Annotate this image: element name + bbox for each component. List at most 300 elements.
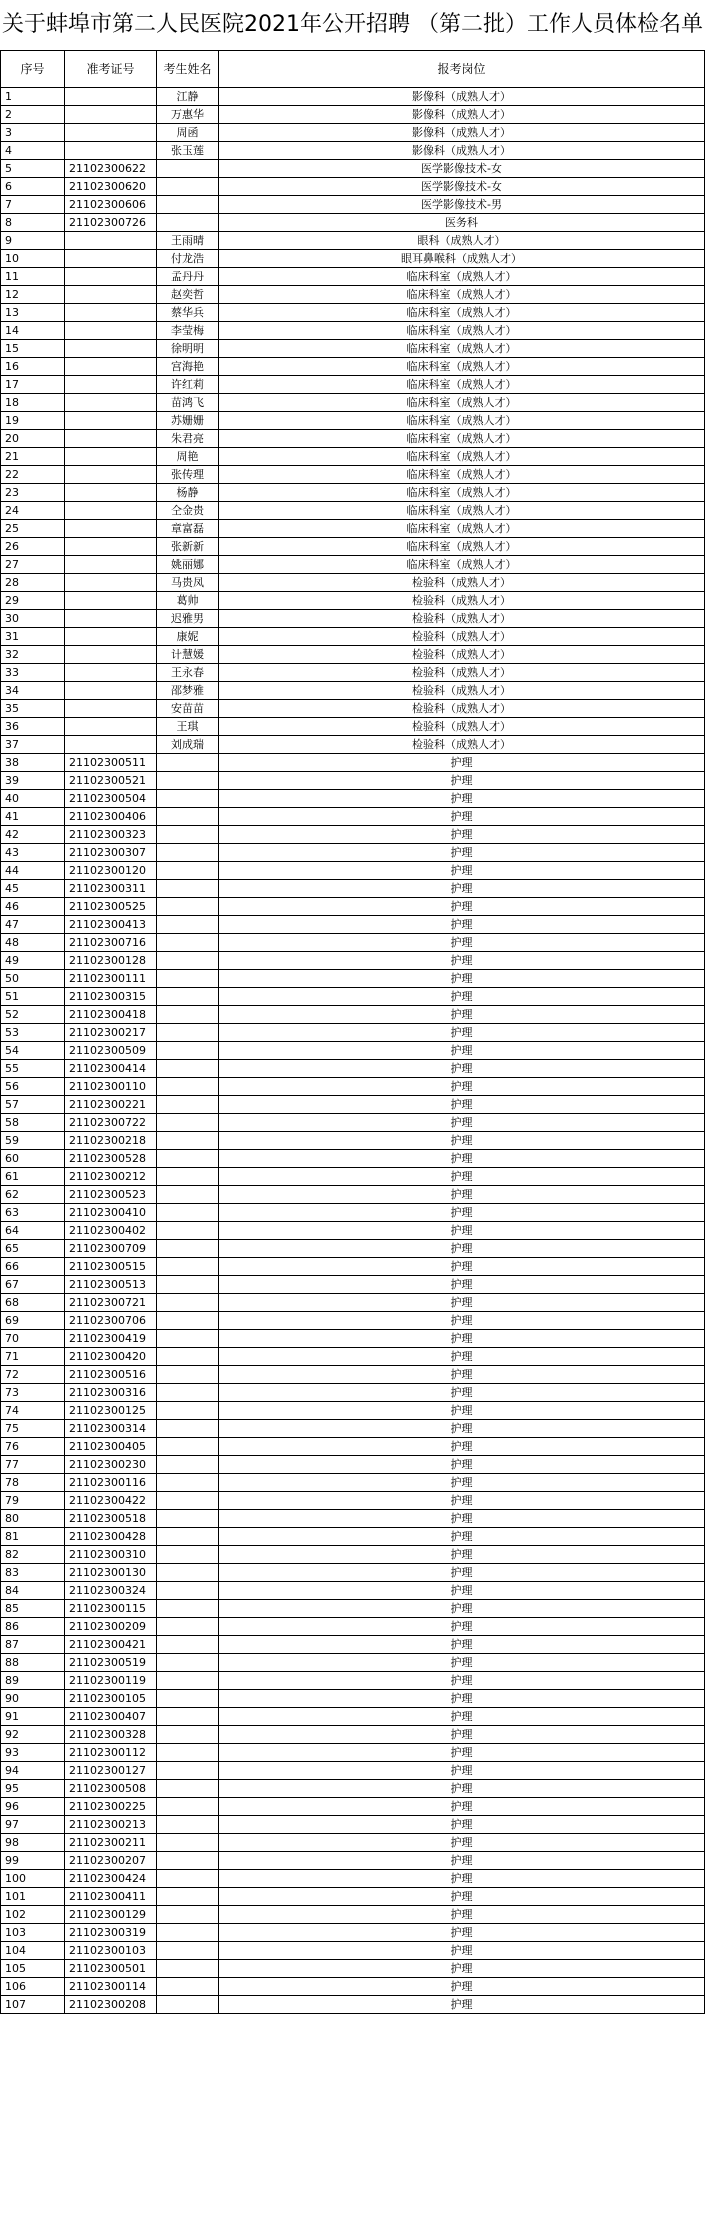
row-candidate-name [157, 1870, 219, 1888]
row-candidate-name [157, 1078, 219, 1096]
row-position: 护理 [219, 1528, 705, 1546]
row-ticket-number [65, 286, 157, 304]
row-position: 临床科室（成熟人才） [219, 412, 705, 430]
row-index: 15 [1, 340, 65, 358]
row-candidate-name [157, 934, 219, 952]
row-ticket-number [65, 646, 157, 664]
row-index: 77 [1, 1456, 65, 1474]
row-position: 护理 [219, 1960, 705, 1978]
row-ticket-number [65, 664, 157, 682]
row-ticket-number: 21102300523 [65, 1186, 157, 1204]
row-position: 检验科（成熟人才） [219, 736, 705, 754]
row-candidate-name: 马贵凤 [157, 574, 219, 592]
row-index: 3 [1, 124, 65, 142]
table-row [1, 1672, 705, 1690]
row-ticket-number: 21102300127 [65, 1762, 157, 1780]
row-ticket-number: 21102300525 [65, 898, 157, 916]
row-ticket-number [65, 682, 157, 700]
row-position: 影像科（成熟人才） [219, 142, 705, 160]
row-index: 78 [1, 1474, 65, 1492]
row-index: 28 [1, 574, 65, 592]
row-candidate-name: 迟雅男 [157, 610, 219, 628]
table-row [1, 160, 705, 178]
row-ticket-number: 21102300208 [65, 1996, 157, 2014]
row-index: 85 [1, 1600, 65, 1618]
row-ticket-number [65, 268, 157, 286]
row-index: 80 [1, 1510, 65, 1528]
row-index: 92 [1, 1726, 65, 1744]
row-index: 57 [1, 1096, 65, 1114]
row-candidate-name: 张新新 [157, 538, 219, 556]
row-position: 护理 [219, 1204, 705, 1222]
row-position: 检验科（成熟人才） [219, 700, 705, 718]
row-index: 12 [1, 286, 65, 304]
row-ticket-number: 21102300328 [65, 1726, 157, 1744]
table-row [1, 556, 705, 574]
row-ticket-number [65, 358, 157, 376]
row-candidate-name: 朱君亮 [157, 430, 219, 448]
row-ticket-number [65, 538, 157, 556]
table-row [1, 1654, 705, 1672]
row-ticket-number [65, 430, 157, 448]
table-row [1, 1330, 705, 1348]
row-index: 73 [1, 1384, 65, 1402]
row-index: 69 [1, 1312, 65, 1330]
row-index: 56 [1, 1078, 65, 1096]
row-ticket-number: 21102300424 [65, 1870, 157, 1888]
row-candidate-name [157, 1366, 219, 1384]
table-row [1, 1960, 705, 1978]
row-ticket-number: 21102300518 [65, 1510, 157, 1528]
row-candidate-name [157, 1726, 219, 1744]
row-ticket-number: 21102300103 [65, 1942, 157, 1960]
row-candidate-name [157, 1762, 219, 1780]
row-candidate-name [157, 880, 219, 898]
row-ticket-number [65, 592, 157, 610]
row-position: 护理 [219, 1420, 705, 1438]
row-index: 16 [1, 358, 65, 376]
row-index: 67 [1, 1276, 65, 1294]
row-ticket-number: 21102300706 [65, 1312, 157, 1330]
row-ticket-number: 21102300114 [65, 1978, 157, 1996]
row-ticket-number: 21102300130 [65, 1564, 157, 1582]
row-ticket-number [65, 718, 157, 736]
row-ticket-number [65, 502, 157, 520]
row-candidate-name: 周函 [157, 124, 219, 142]
row-position: 护理 [219, 1870, 705, 1888]
row-ticket-number: 21102300513 [65, 1276, 157, 1294]
table-row [1, 718, 705, 736]
row-ticket-number: 21102300110 [65, 1078, 157, 1096]
row-index: 51 [1, 988, 65, 1006]
row-position: 护理 [219, 970, 705, 988]
row-ticket-number: 21102300509 [65, 1042, 157, 1060]
row-candidate-name [157, 1348, 219, 1366]
row-candidate-name [157, 1906, 219, 1924]
row-candidate-name [157, 1096, 219, 1114]
row-position: 临床科室（成熟人才） [219, 502, 705, 520]
row-index: 106 [1, 1978, 65, 1996]
row-index: 93 [1, 1744, 65, 1762]
table-row [1, 1564, 705, 1582]
row-index: 20 [1, 430, 65, 448]
table-row [1, 268, 705, 286]
row-index: 54 [1, 1042, 65, 1060]
row-ticket-number [65, 520, 157, 538]
row-ticket-number: 21102300428 [65, 1528, 157, 1546]
table-row [1, 898, 705, 916]
row-ticket-number [65, 322, 157, 340]
row-position: 护理 [219, 1942, 705, 1960]
row-ticket-number: 21102300324 [65, 1582, 157, 1600]
row-ticket-number: 21102300112 [65, 1744, 157, 1762]
row-position: 护理 [219, 1456, 705, 1474]
table-row [1, 1942, 705, 1960]
row-ticket-number: 21102300217 [65, 1024, 157, 1042]
table-row [1, 1492, 705, 1510]
table-row [1, 340, 705, 358]
row-position: 临床科室（成熟人才） [219, 466, 705, 484]
row-position: 护理 [219, 790, 705, 808]
table-body [1, 88, 705, 2014]
table-row [1, 664, 705, 682]
table-row [1, 1258, 705, 1276]
row-ticket-number [65, 88, 157, 106]
row-ticket-number: 21102300511 [65, 754, 157, 772]
row-candidate-name: 江静 [157, 88, 219, 106]
table-row [1, 1168, 705, 1186]
row-position: 临床科室（成熟人才） [219, 304, 705, 322]
row-ticket-number: 21102300515 [65, 1258, 157, 1276]
row-position: 护理 [219, 1834, 705, 1852]
row-index: 95 [1, 1780, 65, 1798]
row-position: 医务科 [219, 214, 705, 232]
row-candidate-name [157, 898, 219, 916]
row-ticket-number: 21102300419 [65, 1330, 157, 1348]
row-candidate-name [157, 1564, 219, 1582]
row-index: 13 [1, 304, 65, 322]
table-row [1, 1384, 705, 1402]
table-row [1, 106, 705, 124]
row-candidate-name: 周艳 [157, 448, 219, 466]
table-row [1, 646, 705, 664]
row-candidate-name: 付龙浩 [157, 250, 219, 268]
row-position: 临床科室（成熟人才） [219, 520, 705, 538]
row-index: 88 [1, 1654, 65, 1672]
row-ticket-number [65, 232, 157, 250]
table-row [1, 124, 705, 142]
table-row [1, 1978, 705, 1996]
row-index: 9 [1, 232, 65, 250]
row-position: 检验科（成熟人才） [219, 610, 705, 628]
row-position: 护理 [219, 1906, 705, 1924]
row-candidate-name [157, 1168, 219, 1186]
row-candidate-name [157, 1060, 219, 1078]
table-row [1, 1132, 705, 1150]
row-position: 临床科室（成熟人才） [219, 430, 705, 448]
row-position: 护理 [219, 808, 705, 826]
row-position: 护理 [219, 844, 705, 862]
row-index: 11 [1, 268, 65, 286]
table-row [1, 1312, 705, 1330]
row-position: 护理 [219, 880, 705, 898]
row-index: 26 [1, 538, 65, 556]
table-row [1, 574, 705, 592]
row-position: 临床科室（成熟人才） [219, 322, 705, 340]
row-index: 61 [1, 1168, 65, 1186]
table-row [1, 88, 705, 106]
row-candidate-name [157, 916, 219, 934]
table-row [1, 1366, 705, 1384]
row-index: 43 [1, 844, 65, 862]
row-position: 护理 [219, 934, 705, 952]
row-ticket-number [65, 250, 157, 268]
table-row [1, 502, 705, 520]
table-row [1, 1888, 705, 1906]
row-index: 5 [1, 160, 65, 178]
row-ticket-number: 21102300221 [65, 1096, 157, 1114]
row-index: 89 [1, 1672, 65, 1690]
row-position: 护理 [219, 1258, 705, 1276]
table-row [1, 1636, 705, 1654]
row-candidate-name: 张玉莲 [157, 142, 219, 160]
row-index: 47 [1, 916, 65, 934]
row-position: 护理 [219, 916, 705, 934]
row-index: 32 [1, 646, 65, 664]
row-ticket-number: 21102300211 [65, 1834, 157, 1852]
row-ticket-number: 21102300418 [65, 1006, 157, 1024]
row-ticket-number: 21102300504 [65, 790, 157, 808]
row-ticket-number: 21102300521 [65, 772, 157, 790]
row-candidate-name [157, 808, 219, 826]
exam-list-table [0, 50, 705, 2014]
row-position: 护理 [219, 1006, 705, 1024]
row-index: 76 [1, 1438, 65, 1456]
row-position: 护理 [219, 772, 705, 790]
row-candidate-name [157, 1978, 219, 1996]
row-position: 护理 [219, 1978, 705, 1996]
table-row [1, 520, 705, 538]
row-ticket-number: 21102300413 [65, 916, 157, 934]
row-ticket-number [65, 628, 157, 646]
row-candidate-name: 章富磊 [157, 520, 219, 538]
row-candidate-name [157, 790, 219, 808]
row-candidate-name: 王雨晴 [157, 232, 219, 250]
row-position: 影像科（成熟人才） [219, 106, 705, 124]
row-candidate-name [157, 1888, 219, 1906]
row-candidate-name [157, 1690, 219, 1708]
row-position: 护理 [219, 1366, 705, 1384]
page-title: 关于蚌埠市第二人民医院2021年公开招聘 （第二批）工作人员体检名单 [2, 12, 703, 37]
row-position: 护理 [219, 754, 705, 772]
table-row [1, 430, 705, 448]
row-ticket-number [65, 106, 157, 124]
header-position: 报考岗位 [219, 51, 705, 88]
row-position: 眼耳鼻喉科（成熟人才） [219, 250, 705, 268]
row-index: 24 [1, 502, 65, 520]
row-position: 护理 [219, 898, 705, 916]
row-candidate-name [157, 1744, 219, 1762]
row-position: 护理 [219, 952, 705, 970]
row-candidate-name [157, 754, 219, 772]
table-row [1, 142, 705, 160]
row-position: 护理 [219, 1798, 705, 1816]
row-position: 医学影像技术-女 [219, 160, 705, 178]
row-index: 107 [1, 1996, 65, 2014]
row-candidate-name: 万惠华 [157, 106, 219, 124]
row-position: 护理 [219, 1672, 705, 1690]
row-index: 6 [1, 178, 65, 196]
row-candidate-name [157, 988, 219, 1006]
row-ticket-number: 21102300311 [65, 880, 157, 898]
table-row [1, 1924, 705, 1942]
table-row [1, 1528, 705, 1546]
row-index: 62 [1, 1186, 65, 1204]
row-index: 87 [1, 1636, 65, 1654]
table-row [1, 1816, 705, 1834]
row-candidate-name [157, 1996, 219, 2014]
table-row [1, 682, 705, 700]
row-ticket-number: 21102300508 [65, 1780, 157, 1798]
row-index: 27 [1, 556, 65, 574]
table-row [1, 1438, 705, 1456]
row-position: 眼科（成熟人才） [219, 232, 705, 250]
row-ticket-number: 21102300411 [65, 1888, 157, 1906]
row-index: 18 [1, 394, 65, 412]
row-candidate-name: 安苗苗 [157, 700, 219, 718]
row-ticket-number: 21102300405 [65, 1438, 157, 1456]
row-ticket-number: 21102300213 [65, 1816, 157, 1834]
row-position: 护理 [219, 1294, 705, 1312]
row-candidate-name [157, 1510, 219, 1528]
row-candidate-name [157, 1816, 219, 1834]
row-candidate-name [157, 970, 219, 988]
row-ticket-number [65, 556, 157, 574]
row-candidate-name [157, 1258, 219, 1276]
row-index: 7 [1, 196, 65, 214]
row-candidate-name [157, 952, 219, 970]
row-index: 14 [1, 322, 65, 340]
row-position: 护理 [219, 1744, 705, 1762]
row-ticket-number: 21102300323 [65, 826, 157, 844]
row-ticket-number [65, 304, 157, 322]
table-row [1, 322, 705, 340]
row-index: 66 [1, 1258, 65, 1276]
table-row [1, 1420, 705, 1438]
table-row [1, 700, 705, 718]
row-position: 护理 [219, 1168, 705, 1186]
row-index: 102 [1, 1906, 65, 1924]
table-row [1, 1780, 705, 1798]
row-candidate-name [157, 844, 219, 862]
row-index: 94 [1, 1762, 65, 1780]
row-candidate-name: 邵梦雅 [157, 682, 219, 700]
table-row [1, 880, 705, 898]
row-index: 46 [1, 898, 65, 916]
row-position: 临床科室（成熟人才） [219, 556, 705, 574]
row-ticket-number: 21102300606 [65, 196, 157, 214]
row-index: 40 [1, 790, 65, 808]
row-candidate-name [157, 1132, 219, 1150]
row-position: 护理 [219, 1222, 705, 1240]
row-ticket-number: 21102300314 [65, 1420, 157, 1438]
table-row [1, 916, 705, 934]
table-row [1, 196, 705, 214]
row-index: 58 [1, 1114, 65, 1132]
row-index: 63 [1, 1204, 65, 1222]
row-candidate-name: 蔡华兵 [157, 304, 219, 322]
row-index: 72 [1, 1366, 65, 1384]
table-row [1, 178, 705, 196]
row-position: 护理 [219, 988, 705, 1006]
row-index: 44 [1, 862, 65, 880]
row-candidate-name [157, 1528, 219, 1546]
row-index: 41 [1, 808, 65, 826]
table-row [1, 1906, 705, 1924]
row-position: 护理 [219, 1492, 705, 1510]
row-position: 护理 [219, 1726, 705, 1744]
row-position: 护理 [219, 1330, 705, 1348]
table-row [1, 1600, 705, 1618]
row-ticket-number: 21102300516 [65, 1366, 157, 1384]
row-ticket-number: 21102300622 [65, 160, 157, 178]
row-candidate-name [157, 1240, 219, 1258]
table-row [1, 1456, 705, 1474]
row-position: 护理 [219, 1060, 705, 1078]
table-row [1, 736, 705, 754]
row-index: 97 [1, 1816, 65, 1834]
row-index: 65 [1, 1240, 65, 1258]
row-position: 护理 [219, 1600, 705, 1618]
row-ticket-number: 21102300225 [65, 1798, 157, 1816]
row-candidate-name [157, 1636, 219, 1654]
row-ticket-number: 21102300414 [65, 1060, 157, 1078]
row-ticket-number [65, 574, 157, 592]
row-index: 96 [1, 1798, 65, 1816]
row-index: 75 [1, 1420, 65, 1438]
row-candidate-name: 徐明明 [157, 340, 219, 358]
row-position: 护理 [219, 1816, 705, 1834]
row-index: 42 [1, 826, 65, 844]
table-row [1, 538, 705, 556]
table-header-row [1, 51, 705, 88]
row-ticket-number [65, 736, 157, 754]
row-index: 22 [1, 466, 65, 484]
row-index: 19 [1, 412, 65, 430]
row-ticket-number: 21102300528 [65, 1150, 157, 1168]
row-index: 99 [1, 1852, 65, 1870]
row-position: 护理 [219, 1708, 705, 1726]
table-row [1, 286, 705, 304]
row-ticket-number: 21102300209 [65, 1618, 157, 1636]
row-index: 35 [1, 700, 65, 718]
table-row [1, 412, 705, 430]
row-ticket-number [65, 484, 157, 502]
row-ticket-number: 21102300119 [65, 1672, 157, 1690]
row-ticket-number: 21102300111 [65, 970, 157, 988]
row-index: 17 [1, 376, 65, 394]
row-position: 护理 [219, 1096, 705, 1114]
table-row [1, 1276, 705, 1294]
row-ticket-number [65, 700, 157, 718]
row-position: 护理 [219, 826, 705, 844]
table-row [1, 1744, 705, 1762]
row-ticket-number: 21102300129 [65, 1906, 157, 1924]
row-index: 36 [1, 718, 65, 736]
row-index: 101 [1, 1888, 65, 1906]
row-ticket-number [65, 376, 157, 394]
row-candidate-name [157, 1024, 219, 1042]
